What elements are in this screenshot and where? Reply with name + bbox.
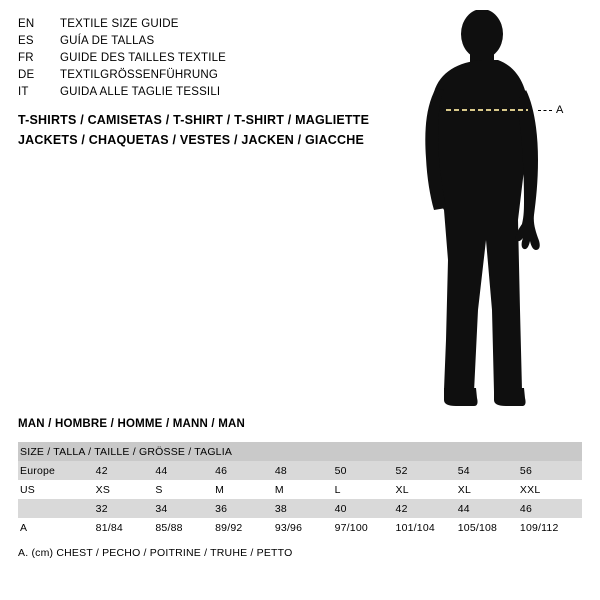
table-row: [18, 461, 582, 480]
cell: 81/84: [96, 518, 156, 537]
language-text: GUIDE DES TAILLES TEXTILE: [60, 52, 227, 64]
cell: 101/104: [396, 518, 458, 537]
table-header-label: SIZE / TALLA / TAILLE / GRÖSSE / TAGLIA: [18, 442, 582, 461]
language-text: GUIDA ALLE TAGLIE TESSILI: [60, 86, 221, 98]
language-code: DE: [18, 69, 35, 81]
cell: 44: [458, 499, 520, 518]
table-group-title: MAN / HOMBRE / HOMME / MANN / MAN: [18, 418, 246, 430]
male-silhouette-figure: [400, 10, 600, 410]
table-row: [18, 518, 582, 537]
language-row: [18, 50, 378, 67]
row-label: [18, 499, 96, 518]
language-text: GUÍA DE TALLAS: [60, 35, 155, 47]
size-table: [18, 442, 582, 537]
cell: 54: [458, 461, 520, 480]
language-code: FR: [18, 52, 34, 64]
measure-leader-line: [538, 110, 552, 112]
cell: 42: [396, 499, 458, 518]
cell: 48: [275, 461, 335, 480]
cell: 97/100: [335, 518, 396, 537]
cell: 32: [96, 499, 156, 518]
language-text: TEXTILGRÖSSENFÜHRUNG: [60, 69, 218, 81]
language-code: ES: [18, 35, 34, 47]
cell: 40: [335, 499, 396, 518]
cell: 105/108: [458, 518, 520, 537]
language-text: TEXTILE SIZE GUIDE: [60, 18, 179, 30]
table-row: [18, 480, 582, 499]
cell: 85/88: [155, 518, 215, 537]
cell: XL: [396, 480, 458, 499]
cell: 42: [96, 461, 156, 480]
cell: 44: [155, 461, 215, 480]
category-tshirts: T-SHIRTS / CAMISETAS / T-SHIRT / T-SHIRT / MAGLIETTE: [18, 113, 370, 127]
language-code: IT: [18, 86, 29, 98]
table-header-row: [18, 442, 582, 461]
cell: 93/96: [275, 518, 335, 537]
cell: 50: [335, 461, 396, 480]
cell: M: [215, 480, 275, 499]
language-row: [18, 33, 378, 50]
cell: 38: [275, 499, 335, 518]
cell: L: [335, 480, 396, 499]
row-label: A: [18, 518, 96, 537]
language-row: [18, 16, 378, 33]
category-jackets: JACKETS / CHAQUETAS / VESTES / JACKEN / GIACCHE: [18, 133, 365, 147]
cell: M: [275, 480, 335, 499]
row-label: Europe: [18, 461, 96, 480]
row-label: US: [18, 480, 96, 499]
cell: 46: [520, 499, 582, 518]
cell: 109/112: [520, 518, 582, 537]
cell: XXL: [520, 480, 582, 499]
language-list: [18, 16, 378, 101]
category-headings: [18, 110, 438, 150]
cell: 46: [215, 461, 275, 480]
table-row: [18, 499, 582, 518]
cell: 34: [155, 499, 215, 518]
cell: 36: [215, 499, 275, 518]
cell: 56: [520, 461, 582, 480]
language-code: EN: [18, 18, 35, 30]
language-row: [18, 84, 378, 101]
language-row: [18, 67, 378, 84]
cell: XS: [96, 480, 156, 499]
cell: S: [155, 480, 215, 499]
cell: 52: [396, 461, 458, 480]
measure-label-a: A: [556, 104, 564, 116]
cell: XL: [458, 480, 520, 499]
table-footnote: A. (cm) CHEST / PECHO / POITRINE / TRUHE / PETTO: [18, 547, 293, 559]
cell: 89/92: [215, 518, 275, 537]
